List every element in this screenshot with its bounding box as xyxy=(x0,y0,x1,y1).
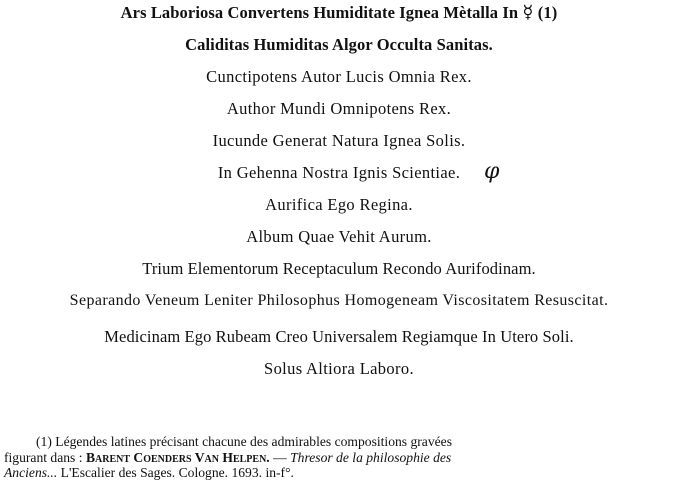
mercury-symbol-icon: ☿ xyxy=(522,2,534,23)
footnote-prefix: figurant dans : xyxy=(4,449,83,465)
footnote-line-3 xyxy=(4,465,676,481)
verse-line-12 xyxy=(0,359,678,379)
verse-line-8 xyxy=(0,227,678,247)
footnote-title-part2: Anciens... xyxy=(4,465,58,480)
verse-text: Trium Elementorum Receptaculum Recondo Aurifodinam. xyxy=(142,259,536,278)
verse-text: Cunctipotens Autor Lucis Omnia Rex. xyxy=(206,67,472,86)
verse-text: Separando Veneum Leniter Philosophus Homogeneam Viscositatem Resuscitat. xyxy=(69,292,609,309)
verse-line-11 xyxy=(0,327,678,347)
phi-mark-icon: φ xyxy=(484,159,500,184)
footnote-line-1 xyxy=(4,434,676,450)
footnote-ref: (1) xyxy=(537,3,558,22)
footnote xyxy=(4,434,676,481)
verse-line-5 xyxy=(0,131,678,151)
verse-line-7 xyxy=(0,195,678,215)
verse-text: Caliditas Humiditas Algor Occulta Sanitas. xyxy=(185,35,493,54)
verse-text: Author Mundi Omnipotens Rex. xyxy=(226,99,452,118)
verse-line-3 xyxy=(0,67,678,87)
verse-text: Iucunde Generat Natura Ignea Solis. xyxy=(212,131,466,150)
footnote-dash: — xyxy=(273,449,287,465)
verse-text: Medicinam Ego Rubeam Creo Universalem Regiamque In Utero Soli. xyxy=(104,327,574,346)
verse-line-4 xyxy=(0,99,678,119)
footnote-marker: (1) xyxy=(36,434,52,449)
verse-text: Solus Altiora Laboro. xyxy=(264,359,414,378)
footnote-text-1: Légendes latines précisant chacune des admirables compositions gravées xyxy=(55,434,452,449)
footnote-rest: L'Escalier des Sages. Cologne. 1693. in-f°. xyxy=(60,465,294,480)
verse-line-10 xyxy=(0,291,678,311)
verse-text: Aurifica Ego Regina. xyxy=(265,195,413,214)
verse-text: Ars Laboriosa Convertens Humiditate Ignea Mètalla In xyxy=(120,3,519,22)
footnote-line-2 xyxy=(4,450,676,466)
footnote-title-part1: Thresor de la philosophie des xyxy=(290,449,452,465)
verse-line-2 xyxy=(0,35,678,55)
footnote-author: Barent Coenders Van Helpen. xyxy=(85,449,270,465)
verse-line-1 xyxy=(0,3,678,23)
verse-text: Album Quae Vehit Aurum. xyxy=(246,227,432,246)
verse-text: In Gehenna Nostra Ignis Scientiae. xyxy=(217,163,461,182)
verse-line-6 xyxy=(0,159,678,184)
verse-line-9 xyxy=(0,259,678,279)
